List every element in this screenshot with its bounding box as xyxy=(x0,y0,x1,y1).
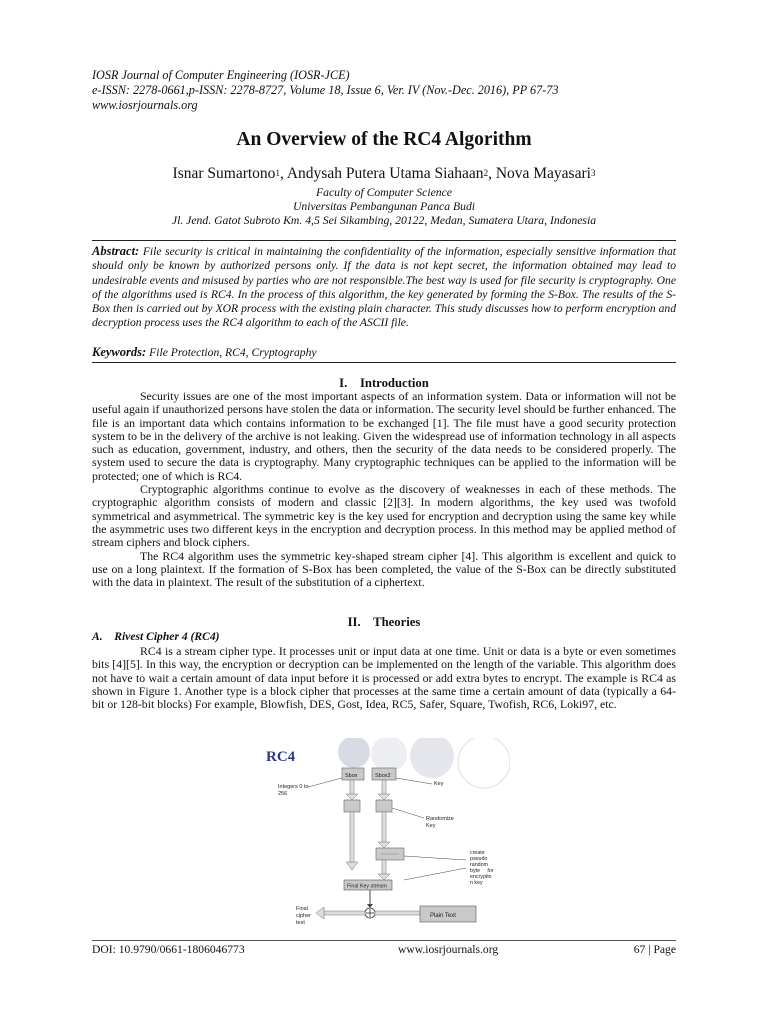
keywords-label: Keywords: xyxy=(92,345,147,359)
figure-title: RC4 xyxy=(266,749,296,765)
journal-name: IOSR Journal of Computer Engineering (IOSR-JCE) xyxy=(92,68,350,82)
affiliation-university: Universitas Pembangunan Panca Budi xyxy=(292,200,476,213)
paragraph: The RC4 algorithm uses the symmetric key-shaped stream cipher [4]. This algorithm is excellent and quick to use on a long plaintext. If the formation of S-Box has been completed, the value of the S-Box can be directly substituted with the data in plaintext. The result of the substitution of a ciphertext. xyxy=(92,548,676,590)
decor-circle xyxy=(371,738,407,772)
footer-page-number: 67 | Page xyxy=(633,943,676,956)
sbox-label: Sbox xyxy=(345,773,358,779)
abstract xyxy=(92,244,676,331)
paper-title: An Overview of the RC4 Algorithm xyxy=(236,129,532,150)
abstract-bottom-rule xyxy=(92,362,676,363)
affiliation-faculty: Faculty of Computer Science xyxy=(316,186,452,199)
introduction-body xyxy=(92,390,676,589)
decor-circle xyxy=(410,738,454,778)
create-label: byte for xyxy=(470,868,494,874)
author-affiliation-mark: 3 xyxy=(590,168,596,178)
section-heading-introduction: I. Introduction xyxy=(339,376,429,390)
footer-doi: DOI: 10.9790/0661-1806046773 xyxy=(92,943,245,956)
integers-label: Integers 0 to xyxy=(278,784,309,790)
create-label: encryptio xyxy=(470,874,492,880)
keywords xyxy=(92,345,676,360)
subsection-heading: A. Rivest Cipher 4 (RC4) xyxy=(92,630,220,643)
final-key-stream-label: Final Key stream xyxy=(347,883,387,890)
create-label: pseudo xyxy=(470,856,488,862)
footer-rule xyxy=(92,940,676,941)
keywords-text: File Protection, RC4, Cryptography xyxy=(149,346,317,359)
abstract-top-rule xyxy=(92,240,676,241)
author-name: Isnar Sumartono xyxy=(172,165,276,182)
journal-issn: e-ISSN: 2278-0661,p-ISSN: 2278-8727, Volume 18, Issue 6, Ver. IV (Nov.-Dec. 2016), PP 67-73 xyxy=(92,83,559,97)
author-name: Nova Mayasari xyxy=(495,165,591,182)
paragraph: Cryptographic algorithms continue to evolve as the discovery of weaknesses in each of these methods. The cryptographic algorithm consists of modern and classic [2][3]. In modern algorithms, the key used was twofold symmetrical and asymmetrical. The symmetric key is the key used for encryption and decryption using the same key while the asymmetric uses two different keys in the encryption and decryption process. In this method may be applied method of stream ciphers and block ciphers. xyxy=(92,482,676,550)
affiliation xyxy=(92,186,676,228)
rc4-figure xyxy=(258,738,510,936)
author-affiliation-mark: 1 xyxy=(275,168,280,178)
randomize-label: Key xyxy=(426,823,436,829)
journal-website: www.iosrjournals.org xyxy=(92,98,198,112)
author-name: Andysah Putera Utama Siahaan xyxy=(286,165,484,182)
process-box xyxy=(376,800,392,812)
create-label: random xyxy=(470,862,488,868)
process-box xyxy=(344,800,360,812)
footer-website: www.iosrjournals.org xyxy=(398,943,499,956)
section-heading-theories: II. Theories xyxy=(347,615,421,629)
final-cipher-label: Final xyxy=(296,906,308,912)
theories-body xyxy=(92,645,676,711)
integers-label: 256 xyxy=(278,791,288,797)
paragraph: RC4 is a stream cipher type. It processes unit or input data at one time. Unit or data is a byte or even sometimes bits [4][5]. In this way, the encryption or decryption can be implemented on the length of the variable. This algorithm does not have to wait a certain amount of data input before it is processed or add extra bytes to encrypt. The example is RC4 as shown in Figure 1. Another type is a block cipher that processes at the same time a certain amount of data (typically a 64-bit or 128-bit blocks) For example, Blowfish, DES, Gost, Idea, RC5, Safer, Square, Twofish, RC6, Loki97, etc. xyxy=(92,644,676,712)
abstract-text: File security is critical in maintaining the confidentiality of the information, especially sensitive information that should only be known by authorized persons only. If the data is not kept secret, the information obtained may lead to undesirable events and misused by parties who are not responsible.The best way is used for file security is cryptography. One of the algorithms used is RC4. In the process of this algorithm, the key generated by forming the S-Box. The results of the S-Box then is carried out by XOR process with the existing plain character. This study discusses how to perform encryption and decryption process uses the RC4 algorithm to each of the ASCII file. xyxy=(92,245,676,330)
decor-circle xyxy=(338,738,370,768)
decor-circle xyxy=(458,738,510,788)
paragraph: Security issues are one of the most important aspects of an information system. Data or information will not be useful again if unauthorized persons have stolen the data or information. The security level should be further enhanced. The file is an important data which contains information to be exchanged [1]. The file must have a good security protection system to be in the delivery of the archive is not leaking. Given the widespread use of information technology in all aspects such as education, government, industry, and others, then the security of the data needs to be considered properly. The system used to secure the data is cryptography. Many cryptographic techniques can be applied to the information will be protected; one of which is RC4. xyxy=(92,389,676,483)
create-label: n key xyxy=(470,880,483,886)
journal-header xyxy=(92,68,676,113)
randomize-label: Randomize xyxy=(426,816,454,822)
affiliation-address: Jl. Jend. Gatot Subroto Km. 4,5 Sei Sikambing, 20122, Medan, Sumatera Utara, Indonesia xyxy=(171,214,597,227)
author-list: Isnar Sumartono$^1$, Andysah Putera Utama Siahaan$^2$, Nova Mayasari$^3$ xyxy=(172,165,596,182)
abstract-label: Abstract: xyxy=(92,244,140,258)
create-label: create xyxy=(470,850,485,856)
final-cipher-label: cipher xyxy=(296,913,311,919)
final-cipher-label: text xyxy=(296,920,305,926)
key-label: Key xyxy=(434,781,444,787)
sbox2-label: Sbox2 xyxy=(375,773,391,779)
author-affiliation-mark: 2 xyxy=(483,168,489,178)
plain-text-label: Plain Text xyxy=(430,913,456,919)
